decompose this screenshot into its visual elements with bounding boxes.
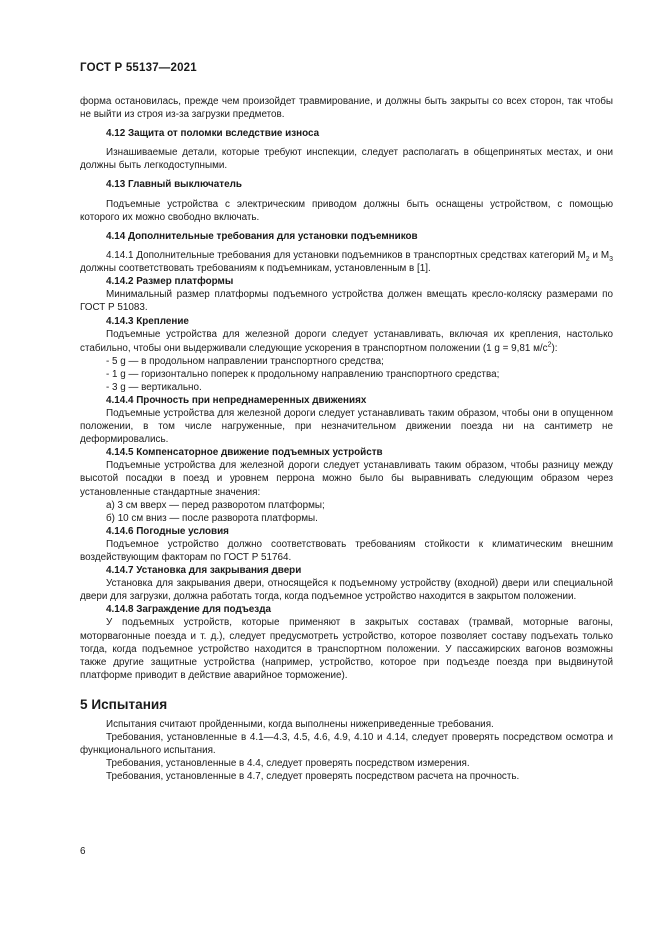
page-number: 6 [80,846,86,857]
list-item: а) 3 см вверх — перед разворотом платформы; [106,499,325,511]
list-item: - 5 g — в продольном направлении транспортного средства; [106,355,384,367]
paragraph: Требования, установленные в 4.7, следует проверять посредством расчета на прочность. [106,771,520,783]
section-heading: 4.14.5 Компенсаторное движение подъемных устройств [106,447,383,459]
chapter-heading: 5 Испытания [80,696,168,712]
paragraph: Требования, установленные в 4.1—4.3, 4.5, 4.6, 4.9, 4.10 и 4.14, следует проверять посредством осмотра и функционального испытания. [80,732,613,757]
list-item: - 3 g — вертикально. [106,381,202,393]
paragraph: Минимальный размер платформы подъемного устройства должен вмещать кресло-коляску размерами по ГОСТ Р 51083. [80,289,613,314]
paragraph: Установка для закрывания двери, относящейся к подъемному устройству (входной) двери или специальной двери для загрузки, должна работать тогда, когда подъемное устройство находится в закрытом положении. [80,578,613,603]
document-body [80,95,613,783]
document-header: ГОСТ Р 55137—2021 [80,62,197,74]
section-heading: 4.14.2 Размер платформы [106,276,234,288]
paragraph: У подъемных устройств, которые применяют в закрытых составах (трамвай, моторные вагоны, моторвагонные поезда и т. д.), следует предусмотреть устройство, которое позволяет составу подъехать только тогда, когда подъемное устройство находится в транспортном положении. У пассажирских вагонов возможны также другие защитные устройства (например, устройство, которое при подъезде поезда при выдвинутой платформе приводит в действие аварийное торможение). [80,617,613,681]
section-heading: 4.14.4 Прочность при непреднамеренных движениях [106,394,367,406]
paragraph: Подъемные устройства для железной дороги следует устанавливать таким образом, чтобы они в опущенном положении, в том числе нагруженные, при незначительном движении поезда ни на сантиметр не деформировались. [80,407,613,446]
section-heading: 4.14.6 Погодные условия [106,525,229,537]
list-item: б) 10 см вниз — после разворота платформы. [106,512,318,524]
section-heading: 4.14.8 Заграждение для подъезда [106,604,271,616]
section-heading: 4.14 Дополнительные требования для установки подъемников [106,230,418,242]
section-heading: 4.14.3 Крепление [106,316,189,328]
paragraph: Подъемное устройство должно соответствовать требованиям стойкости к климатическим внешним воздействующим факторам по ГОСТ Р 51764. [80,538,613,563]
paragraph: Подъемные устройства для железной дороги следует устанавливать, включая их крепления, настолько стабильно, чтобы они выдерживали следующие ускорения в транспортном положении (1 g = 9,81 $м/с^2$): [80,329,613,354]
paragraph: 4.14.1 Дополнительные требования для установки подъемников в транспортных средствах категорий $M_2$ и $M_3$ должны соответствовать требованиям к подъемникам, установленным в [1]. [80,249,614,274]
paragraph: Изнашиваемые детали, которые требуют инспекции, следует располагать в общепринятых местах, и они должны быть легкодоступными. [80,147,613,172]
paragraph: Испытания считают пройденными, когда выполнены нижеприведенные требования. [106,718,494,730]
section-heading: 4.13 Главный выключатель [106,179,242,191]
list-item: - 1 g — горизонтально поперек к продольному направлению транспортного средства; [106,368,500,380]
paragraph: Подъемные устройства с электрическим приводом должны быть оснащены устройством, с помощью которого их можно свободно включать. [80,198,613,223]
section-heading: 4.12 Защита от поломки вследствие износа [106,128,320,140]
paragraph: форма остановилась, прежде чем произойдет травмирование, и должны быть закрыты со всех сторон, так чтобы не выйти из строя из-за загрузки предметов. [80,96,613,121]
paragraph: Подъемные устройства для железной дороги следует устанавливать таким образом, чтобы разницу между высотой посадки в поезд и уровнем перрона можно было бы выравнивать следующим образом через установленные стандартные значения: [80,460,613,498]
paragraph: Требования, установленные в 4.4, следует проверять посредством измерения. [106,758,470,770]
section-heading: 4.14.7 Установка для закрывания двери [106,565,302,577]
